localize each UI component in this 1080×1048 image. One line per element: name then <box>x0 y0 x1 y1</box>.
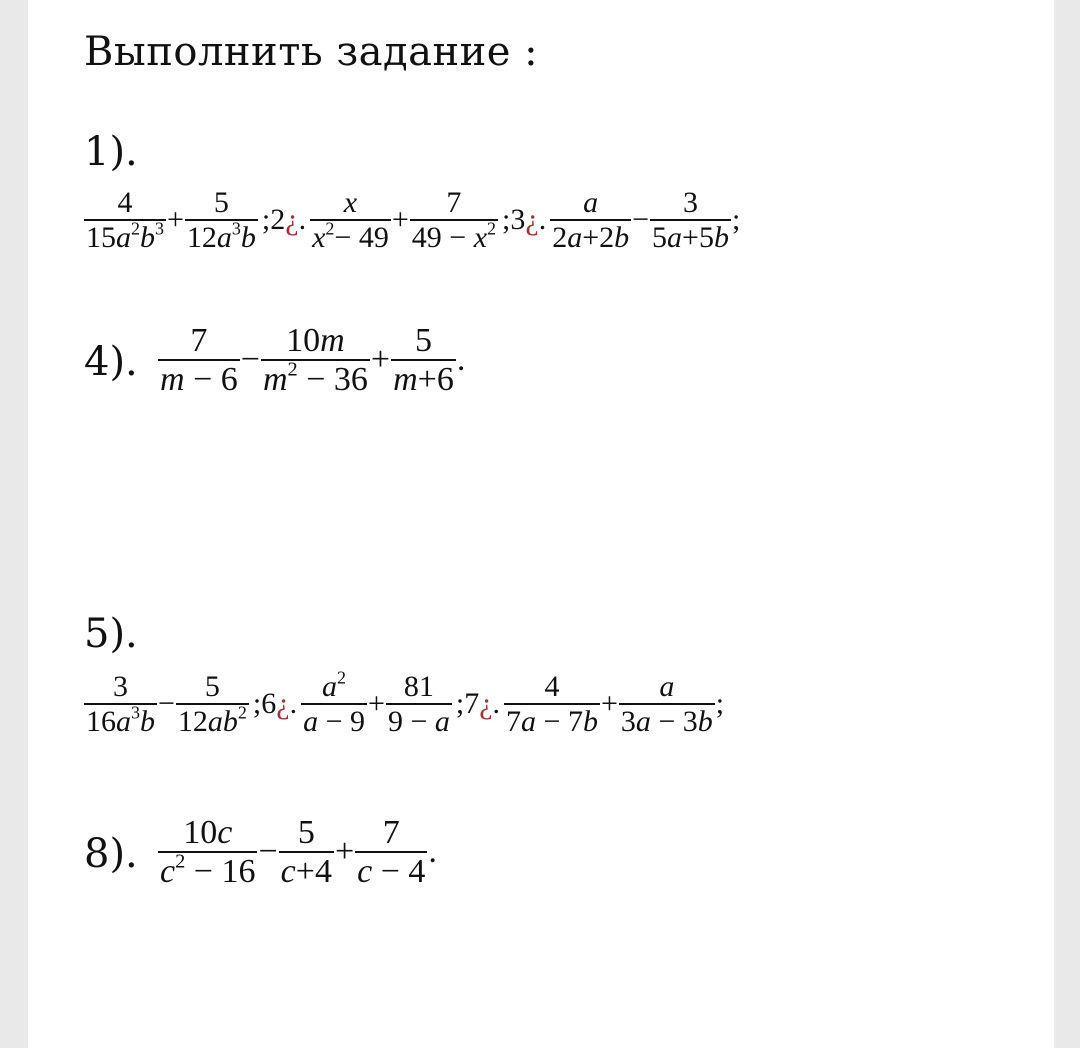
exponent: 3 <box>231 218 241 239</box>
den-part: 15 <box>86 221 116 254</box>
num-var: c <box>217 814 233 851</box>
label-5: 5). <box>84 611 138 657</box>
den-var: b <box>140 221 155 254</box>
numerator: a <box>659 670 675 703</box>
numerator: 3 <box>113 670 128 703</box>
minus-operator: − <box>258 833 278 871</box>
numerator: 5 <box>414 322 432 359</box>
den-part: 3 <box>620 705 636 738</box>
fraction-5-2 <box>176 670 249 738</box>
den-var: m <box>393 361 418 399</box>
numerator: 4 <box>544 670 560 703</box>
exponent: 2 <box>487 218 497 239</box>
plus-operator: + <box>600 687 618 720</box>
fraction-7-1 <box>504 670 600 738</box>
fraction-3-1 <box>550 186 631 254</box>
denominator <box>410 219 498 254</box>
den-part: 12 <box>186 221 217 254</box>
denominator <box>504 703 600 738</box>
numerator: 3 <box>682 186 698 219</box>
plus-operator: + <box>370 341 391 379</box>
numerator: 7 <box>382 814 400 851</box>
numerator: 7 <box>190 322 208 359</box>
num-var: m <box>320 322 345 359</box>
separator-text: ;6 <box>252 687 277 720</box>
numerator: a <box>583 186 599 219</box>
plus-operator: + <box>334 833 355 871</box>
den-part: − 3 <box>650 705 698 738</box>
separator-3 <box>498 203 550 237</box>
separator-text: ;2 <box>261 203 286 236</box>
garbled-char: ¿ <box>276 687 290 720</box>
den-part: +5 <box>682 221 714 254</box>
fraction-6-1 <box>301 667 367 738</box>
den-var: x <box>473 221 488 254</box>
numerator: 7 <box>446 186 462 219</box>
fraction-6-2 <box>386 670 452 738</box>
numerator: 4 <box>117 186 133 219</box>
den-var: a <box>207 705 223 738</box>
separator-2 <box>258 203 310 237</box>
den-var: a <box>521 705 537 738</box>
den-var: a <box>434 705 450 738</box>
separator-dot: . <box>538 203 547 236</box>
numerator: x <box>343 186 358 219</box>
den-var: a <box>635 705 651 738</box>
garbled-char: ¿ <box>479 687 493 720</box>
exponent: 2 <box>325 218 335 239</box>
plus-operator: + <box>368 687 385 720</box>
expression-row-1 <box>84 186 741 254</box>
fraction-7-2 <box>619 670 715 738</box>
den-var: a <box>216 221 232 254</box>
den-var: a <box>567 221 583 254</box>
den-part: 5 <box>652 221 668 254</box>
exponent: 3 <box>131 702 140 723</box>
end-mark: . <box>456 341 466 379</box>
den-var: a <box>303 705 319 738</box>
den-var: c <box>357 853 373 891</box>
den-part: − 49 <box>334 221 389 254</box>
expression-row-4 <box>158 322 466 399</box>
den-var: m <box>160 361 185 399</box>
plus-operator: + <box>167 203 184 236</box>
exponent: 3 <box>155 218 164 239</box>
label-4: 4). <box>84 339 138 385</box>
fraction-4-2 <box>261 322 370 399</box>
page-title: Выполнить задание : <box>84 29 539 75</box>
den-var: b <box>240 221 256 254</box>
denominator <box>391 359 456 398</box>
den-part: +2 <box>582 221 615 254</box>
expression-row-5 <box>84 667 725 738</box>
den-part: 2 <box>552 221 568 254</box>
plus-operator: + <box>391 203 409 236</box>
separator-6 <box>249 687 301 721</box>
exponent: 2 <box>131 218 140 239</box>
denominator <box>310 219 391 254</box>
den-var: b <box>713 221 729 254</box>
minus-operator: − <box>632 203 650 236</box>
den-var: c <box>280 853 296 891</box>
den-part: +6 <box>417 361 454 399</box>
den-part: − 6 <box>184 361 238 399</box>
fraction-8-3 <box>355 814 427 891</box>
den-part: − 4 <box>372 853 426 891</box>
den-part: +4 <box>295 853 332 891</box>
denominator <box>185 219 258 254</box>
den-part: 9 − <box>387 705 435 738</box>
denominator <box>158 359 240 398</box>
separator-dot: . <box>492 687 501 720</box>
den-part: − 7 <box>536 705 583 738</box>
label-1: 1). <box>84 129 138 175</box>
den-var: c <box>160 853 176 891</box>
den-var: a <box>116 705 131 738</box>
label-8: 8). <box>84 831 138 877</box>
denominator <box>550 219 631 254</box>
fraction-1-1 <box>84 186 166 254</box>
fraction-8-2 <box>279 814 334 891</box>
document-page <box>28 0 1054 1048</box>
minus-operator: − <box>158 687 175 720</box>
denominator <box>650 219 731 254</box>
num-part: 10 <box>286 322 321 359</box>
den-part: − 9 <box>318 705 366 738</box>
denominator <box>261 359 370 398</box>
fraction-4-3 <box>391 322 456 399</box>
numerator <box>284 322 347 359</box>
exponent: 2 <box>237 702 247 723</box>
den-var: x <box>312 221 326 254</box>
end-mark: ; <box>715 687 725 720</box>
fraction-5-1 <box>84 670 157 738</box>
den-part: 12 <box>177 705 208 738</box>
denominator <box>355 851 427 890</box>
denominator <box>619 703 715 738</box>
den-part: − 36 <box>297 361 368 399</box>
fraction-3-2 <box>650 186 731 254</box>
num-part: 10 <box>183 814 218 851</box>
den-var: m <box>262 361 288 399</box>
fraction-2-2 <box>410 186 498 254</box>
numerator: 5 <box>213 186 229 219</box>
den-var: a <box>116 221 131 254</box>
separator-dot: . <box>298 203 307 236</box>
denominator <box>84 219 166 254</box>
den-var: b <box>140 705 155 738</box>
fraction-4-1 <box>158 322 240 399</box>
fraction-2-1 <box>310 186 391 254</box>
end-mark: ; <box>731 203 741 236</box>
separator-text: ;7 <box>455 687 480 720</box>
denominator <box>84 703 157 738</box>
numerator <box>320 667 348 703</box>
separator-dot: . <box>289 687 298 720</box>
denominator <box>301 703 367 738</box>
den-var: b <box>697 705 713 738</box>
denominator <box>279 851 334 890</box>
fraction-1-2 <box>185 186 258 254</box>
numerator: 5 <box>204 670 220 703</box>
separator-7 <box>452 687 504 721</box>
den-part: − 16 <box>185 853 256 891</box>
den-var: a <box>667 221 683 254</box>
minus-operator: − <box>240 341 260 379</box>
den-var: b <box>222 705 238 738</box>
denominator <box>386 703 452 738</box>
separator-text: ;3 <box>502 203 526 236</box>
denominator <box>176 703 249 738</box>
denominator <box>158 851 257 890</box>
den-part: 16 <box>86 705 116 738</box>
num-var: a <box>322 670 338 703</box>
garbled-char: ¿ <box>525 203 539 236</box>
expression-row-8 <box>158 814 438 891</box>
numerator: 81 <box>403 670 434 703</box>
den-part: 7 <box>506 705 522 738</box>
exponent: 2 <box>337 667 347 688</box>
den-var: b <box>582 705 598 738</box>
den-part: 49 − <box>411 221 474 254</box>
end-mark: . <box>428 833 437 871</box>
garbled-char: ¿ <box>285 203 299 236</box>
fraction-8-1 <box>158 814 257 891</box>
exponent: 2 <box>287 359 298 382</box>
numerator <box>181 814 234 851</box>
den-var: b <box>614 221 630 254</box>
exponent: 2 <box>175 851 186 874</box>
numerator: 5 <box>297 814 315 851</box>
